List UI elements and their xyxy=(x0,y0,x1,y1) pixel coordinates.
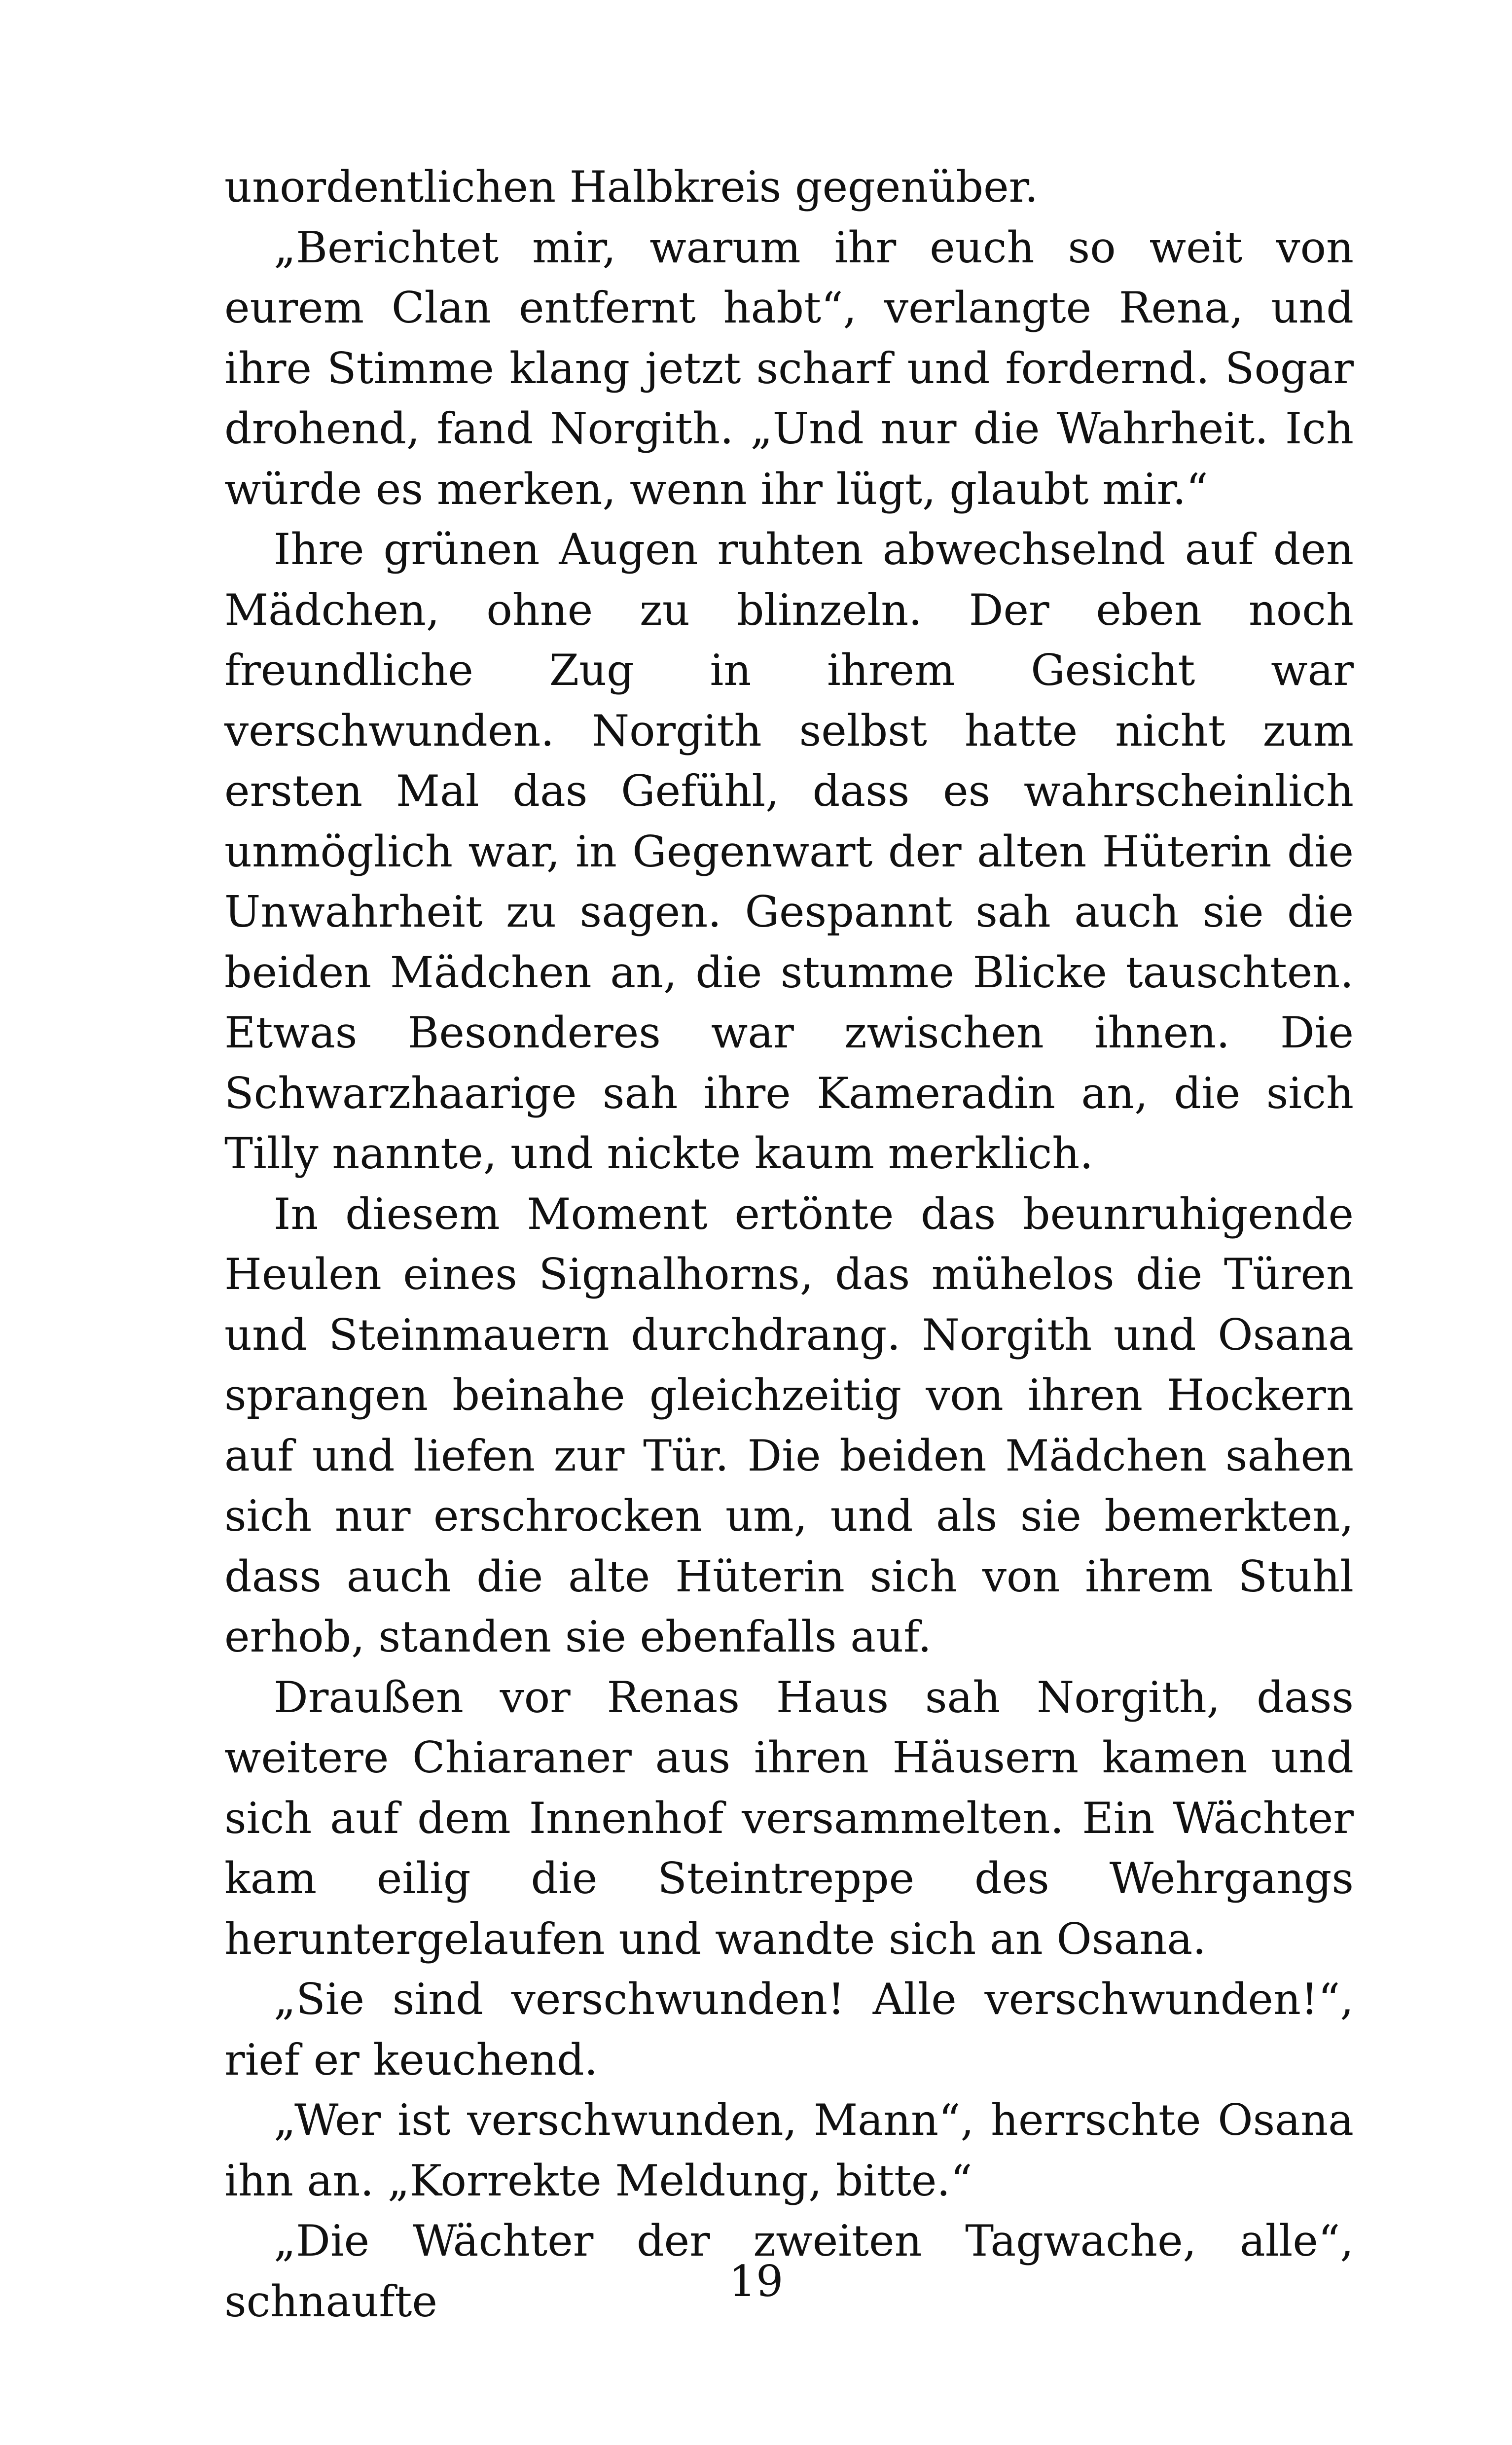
paragraph-8: „Die Wächter der zweiten Tagwache, alle“, schnaufte xyxy=(224,2216,1354,2327)
paragraph-5: Draußen vor Renas Haus sah Norgith, dass weitere Chiaraner aus ihren Häusern kamen und sich auf dem Innenhof versammelten. Ein Wächter kam eilig die Steintreppe des Wehrgangs heruntergelaufen und wandte sich an Osana. xyxy=(224,1672,1354,1964)
paragraph-3: Ihre grünen Augen ruhten abwechselnd auf den Mädchen, ohne zu blinzeln. Der eben noch freundliche Zug in ihrem Gesicht war verschwunden. Norgith selbst hatte nicht zum ersten Mal das Gefühl, dass es wahrscheinlich unmöglich war, in Gegenwart der alten Hüterin die Unwahrheit zu sagen. Gespannt sah auch sie die beiden Mädchen an, die stumme Blicke tauschten. Etwas Besonderes war zwischen ihnen. Die Schwarzhaarige sah ihre Kameradin an, die sich Tilly nannte, und nickte kaum merklich. xyxy=(224,524,1354,1179)
page-number: 19 xyxy=(728,2256,784,2306)
paragraph-6: „Sie sind verschwunden! Alle verschwunden!“, rief er keuchend. xyxy=(224,1974,1354,2085)
paragraph-1: unordentlichen Halbkreis gegenüber. xyxy=(224,162,1039,212)
paragraph-7: „Wer ist verschwunden, Mann“, herrschte Osana ihn an. „Korrekte Meldung, bitte.“ xyxy=(224,2095,1354,2206)
paragraph-2: „Berichtet mir, warum ihr euch so weit von eurem Clan entfernt habt“, verlangte Rena, und ihre Stimme klang jetzt scharf und fordernd. Sogar drohend, fand Norgith. „Und nur die Wahrheit. Ich würde es merken, wenn ihr lügt, glaubt mir.“ xyxy=(224,222,1354,514)
paragraph-4: In diesem Moment ertönte das beunruhigende Heulen eines Signalhorns, das mühelos die Türen und Steinmauern durchdrang. Norgith und Osana sprangen beinahe gleichzeitig von ihren Hockern auf und liefen zur Tür. Die beiden Mädchen sahen sich nur erschrocken um, und als sie bemerkten, dass auch die alte Hüterin sich von ihrem Stuhl erhob, standen sie ebenfalls auf. xyxy=(224,1188,1354,1662)
body-text xyxy=(224,157,1354,2332)
book-page xyxy=(224,157,1354,2332)
